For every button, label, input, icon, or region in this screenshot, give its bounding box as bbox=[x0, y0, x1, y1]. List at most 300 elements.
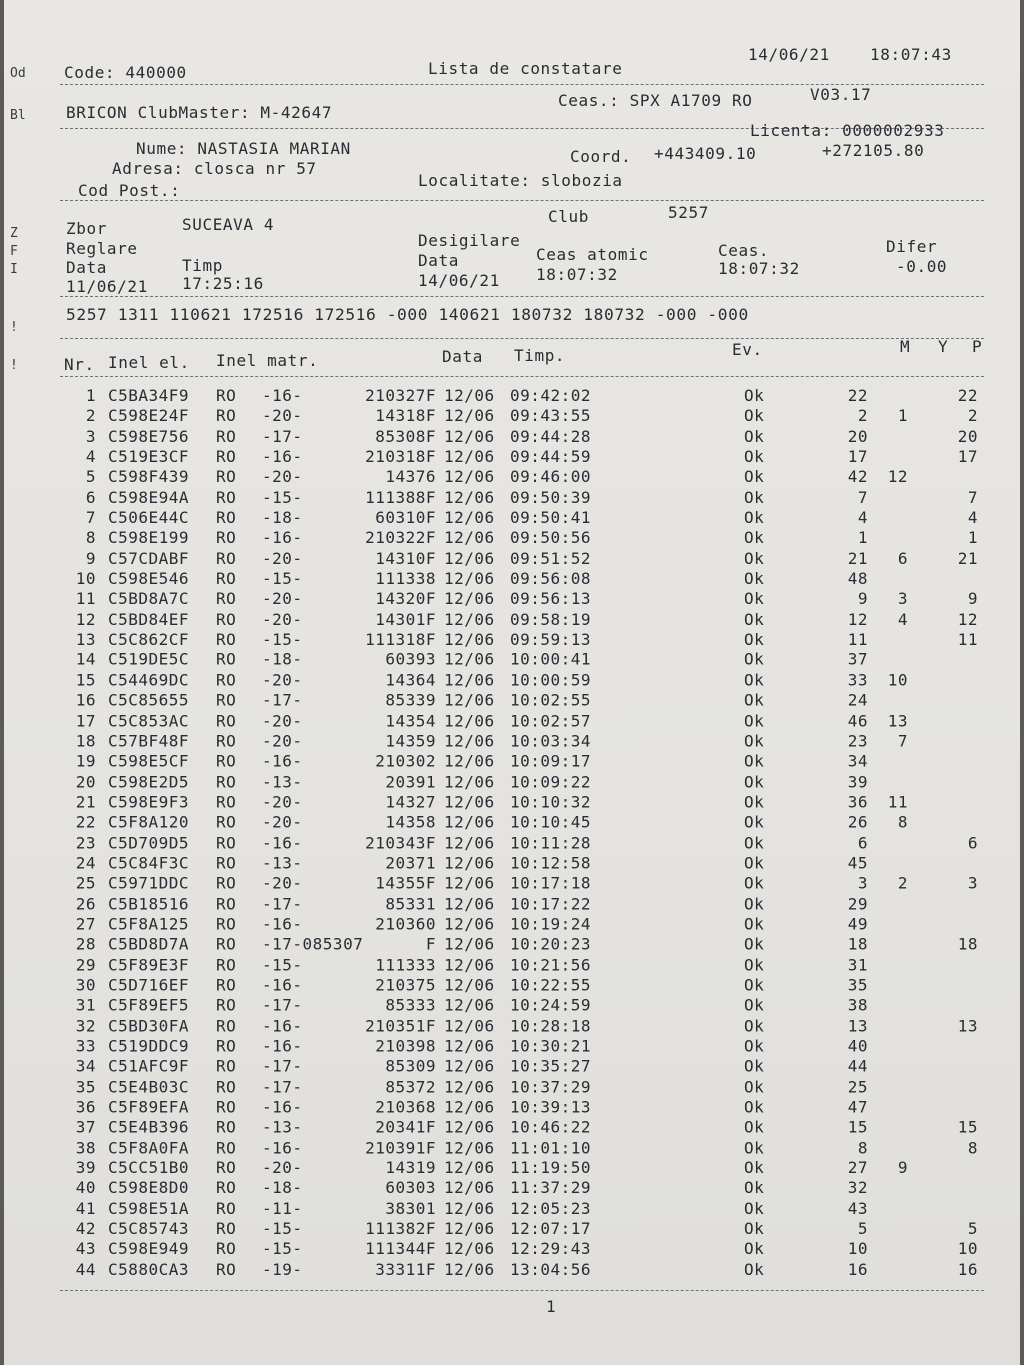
event-status: Ok bbox=[744, 568, 765, 588]
rank-p: 20 bbox=[957, 426, 978, 446]
set-date-label: Data bbox=[66, 258, 107, 277]
electronic-ring: C598E94A bbox=[108, 487, 190, 507]
rank-m: 32 bbox=[847, 1178, 868, 1198]
set-time-label: Timp bbox=[182, 256, 223, 275]
rank-p: 1 bbox=[967, 528, 978, 548]
ring-year: -20- bbox=[262, 670, 303, 690]
table-row bbox=[4, 914, 1020, 934]
rank-y: 7 bbox=[897, 731, 908, 751]
event-status: Ok bbox=[744, 1097, 765, 1117]
ring-year: -11- bbox=[262, 1198, 303, 1218]
row-number: 28 bbox=[75, 934, 96, 954]
electronic-ring: C5E4B03C bbox=[108, 1077, 190, 1097]
atomic-clock-label: Ceas atomic bbox=[536, 245, 649, 264]
record-code-line: 5257 1311 110621 172516 172516 -000 140621 180732 180732 -000 -000 bbox=[66, 305, 749, 324]
ring-year: -17-085307 bbox=[262, 934, 364, 954]
arrival-time: 10:00:59 bbox=[510, 670, 592, 690]
arrival-date: 12/06 bbox=[444, 1198, 495, 1218]
table-row bbox=[4, 508, 1020, 528]
ring-year: -20- bbox=[262, 711, 303, 731]
unseal-date-label: Data bbox=[418, 251, 459, 270]
rank-m: 20 bbox=[847, 426, 868, 446]
country-code: RO bbox=[216, 426, 237, 446]
unseal-date: 14/06/21 bbox=[418, 271, 500, 290]
ring-number: 14376 bbox=[385, 467, 436, 487]
divider bbox=[60, 1290, 984, 1291]
rank-m: 39 bbox=[847, 772, 868, 792]
arrival-date: 12/06 bbox=[444, 873, 495, 893]
arrival-time: 09:43:55 bbox=[510, 406, 592, 426]
ring-year: -18- bbox=[262, 1178, 303, 1198]
ring-number: 111382F bbox=[365, 1219, 436, 1239]
margin-mark: Z bbox=[10, 226, 18, 241]
row-number: 34 bbox=[75, 1056, 96, 1076]
event-status: Ok bbox=[744, 528, 765, 548]
electronic-ring: C598E949 bbox=[108, 1239, 190, 1259]
event-status: Ok bbox=[744, 487, 765, 507]
row-number: 26 bbox=[75, 894, 96, 914]
country-code: RO bbox=[216, 1158, 237, 1178]
ring-number: 14364 bbox=[385, 670, 436, 690]
rank-p: 16 bbox=[957, 1259, 978, 1279]
ring-number: 14318F bbox=[375, 406, 436, 426]
arrival-date: 12/06 bbox=[444, 528, 495, 548]
rank-m: 6 bbox=[857, 833, 868, 853]
rank-p: 8 bbox=[967, 1137, 978, 1157]
arrival-date: 12/06 bbox=[444, 1036, 495, 1056]
ring-number: 210375 bbox=[375, 975, 436, 995]
row-number: 9 bbox=[85, 548, 96, 568]
arrival-date: 12/06 bbox=[444, 507, 495, 527]
ring-number: 210351F bbox=[365, 1016, 436, 1036]
locality: Localitate: slobozia bbox=[418, 171, 623, 190]
country-code: RO bbox=[216, 1178, 237, 1198]
header-ring-electronic: Inel el. bbox=[108, 353, 190, 372]
event-status: Ok bbox=[744, 507, 765, 527]
arrival-time: 12:29:43 bbox=[510, 1239, 592, 1259]
rank-y: 9 bbox=[897, 1158, 908, 1178]
margin-mark: Od bbox=[10, 66, 26, 81]
arrival-time: 10:37:29 bbox=[510, 1077, 592, 1097]
electronic-ring: C598E9F3 bbox=[108, 792, 190, 812]
row-number: 27 bbox=[75, 914, 96, 934]
ring-year: -20- bbox=[262, 1158, 303, 1178]
arrival-time: 10:46:22 bbox=[510, 1117, 592, 1137]
event-status: Ok bbox=[744, 711, 765, 731]
table-row bbox=[4, 447, 1020, 467]
rank-p: 15 bbox=[957, 1117, 978, 1137]
table-row bbox=[4, 467, 1020, 487]
country-code: RO bbox=[216, 467, 237, 487]
event-status: Ok bbox=[744, 833, 765, 853]
arrival-time: 10:00:41 bbox=[510, 650, 592, 670]
ring-year: -16- bbox=[262, 1137, 303, 1157]
rank-m: 46 bbox=[847, 711, 868, 731]
set-label: Reglare bbox=[66, 239, 138, 258]
rank-y: 8 bbox=[897, 812, 908, 832]
rank-m: 13 bbox=[847, 1016, 868, 1036]
rank-m: 31 bbox=[847, 955, 868, 975]
arrival-time: 10:24:59 bbox=[510, 995, 592, 1015]
row-number: 35 bbox=[75, 1077, 96, 1097]
row-number: 6 bbox=[85, 487, 96, 507]
table-row bbox=[4, 549, 1020, 569]
rank-y: 3 bbox=[897, 589, 908, 609]
ring-number: 210368 bbox=[375, 1097, 436, 1117]
electronic-ring: C5BD8D7A bbox=[108, 934, 190, 954]
arrival-date: 12/06 bbox=[444, 1158, 495, 1178]
rank-m: 2 bbox=[857, 406, 868, 426]
ring-year: -18- bbox=[262, 650, 303, 670]
table-row bbox=[4, 650, 1020, 670]
divider bbox=[60, 338, 984, 339]
arrival-date: 12/06 bbox=[444, 751, 495, 771]
ring-number: 111318F bbox=[365, 629, 436, 649]
rank-m: 10 bbox=[847, 1239, 868, 1259]
arrival-date: 12/06 bbox=[444, 589, 495, 609]
table-row bbox=[4, 691, 1020, 711]
report-paper bbox=[4, 0, 1020, 1365]
ring-year: -20- bbox=[262, 589, 303, 609]
ring-number: 20391 bbox=[385, 772, 436, 792]
rank-p: 2 bbox=[967, 406, 978, 426]
event-status: Ok bbox=[744, 670, 765, 690]
event-status: Ok bbox=[744, 995, 765, 1015]
country-code: RO bbox=[216, 528, 237, 548]
row-number: 39 bbox=[75, 1158, 96, 1178]
arrival-date: 12/06 bbox=[444, 934, 495, 954]
arrival-date: 12/06 bbox=[444, 690, 495, 710]
rank-p: 6 bbox=[967, 833, 978, 853]
row-number: 13 bbox=[75, 629, 96, 649]
rank-m: 33 bbox=[847, 670, 868, 690]
country-code: RO bbox=[216, 507, 237, 527]
rank-y: 12 bbox=[887, 467, 908, 487]
country-code: RO bbox=[216, 1077, 237, 1097]
rank-m: 34 bbox=[847, 751, 868, 771]
rank-m: 9 bbox=[857, 589, 868, 609]
arrival-time: 09:50:41 bbox=[510, 507, 592, 527]
event-status: Ok bbox=[744, 467, 765, 487]
row-number: 15 bbox=[75, 670, 96, 690]
rank-m: 16 bbox=[847, 1259, 868, 1279]
event-status: Ok bbox=[744, 1137, 765, 1157]
arrival-time: 10:12:58 bbox=[510, 853, 592, 873]
rank-y: 4 bbox=[897, 609, 908, 629]
country-code: RO bbox=[216, 589, 237, 609]
ring-number: 210343F bbox=[365, 833, 436, 853]
arrival-time: 10:28:18 bbox=[510, 1016, 592, 1036]
country-code: RO bbox=[216, 914, 237, 934]
coord-label: Coord. bbox=[570, 147, 632, 166]
table-row bbox=[4, 935, 1020, 955]
arrival-time: 11:01:10 bbox=[510, 1137, 592, 1157]
arrival-date: 12/06 bbox=[444, 650, 495, 670]
country-code: RO bbox=[216, 873, 237, 893]
row-number: 40 bbox=[75, 1178, 96, 1198]
rank-m: 45 bbox=[847, 853, 868, 873]
race-name: SUCEAVA 4 bbox=[182, 215, 275, 234]
country-code: RO bbox=[216, 934, 237, 954]
electronic-ring: C5C85655 bbox=[108, 690, 190, 710]
event-status: Ok bbox=[744, 1158, 765, 1178]
electronic-ring: C598E756 bbox=[108, 426, 190, 446]
row-number: 11 bbox=[75, 589, 96, 609]
event-status: Ok bbox=[744, 751, 765, 771]
table-row bbox=[4, 772, 1020, 792]
ring-number: 210360 bbox=[375, 914, 436, 934]
header-p: P bbox=[972, 337, 983, 356]
arrival-time: 10:17:22 bbox=[510, 894, 592, 914]
rank-y: 2 bbox=[897, 873, 908, 893]
coord-latitude: +443409.10 bbox=[654, 144, 757, 163]
rank-y: 10 bbox=[887, 670, 908, 690]
event-status: Ok bbox=[744, 609, 765, 629]
table-row bbox=[4, 671, 1020, 691]
arrival-time: 10:10:45 bbox=[510, 812, 592, 832]
row-number: 30 bbox=[75, 975, 96, 995]
electronic-ring: C5C84F3C bbox=[108, 853, 190, 873]
event-status: Ok bbox=[744, 975, 765, 995]
table-row bbox=[4, 1077, 1020, 1097]
ring-number: 111388F bbox=[365, 487, 436, 507]
country-code: RO bbox=[216, 1239, 237, 1259]
report-title: Lista de constatare bbox=[428, 59, 623, 78]
event-status: Ok bbox=[744, 1239, 765, 1259]
electronic-ring: C598E2D5 bbox=[108, 772, 190, 792]
ring-year: -16- bbox=[262, 528, 303, 548]
country-code: RO bbox=[216, 1198, 237, 1218]
ring-year: -16- bbox=[262, 1016, 303, 1036]
header-nr: Nr. bbox=[64, 355, 95, 374]
arrival-date: 12/06 bbox=[444, 670, 495, 690]
table-row bbox=[4, 488, 1020, 508]
table-row bbox=[4, 569, 1020, 589]
row-number: 4 bbox=[85, 446, 96, 466]
rank-m: 4 bbox=[857, 507, 868, 527]
electronic-ring: C598F439 bbox=[108, 467, 190, 487]
arrival-date: 12/06 bbox=[444, 731, 495, 751]
electronic-ring: C5C862CF bbox=[108, 629, 190, 649]
arrival-date: 12/06 bbox=[444, 1097, 495, 1117]
country-code: RO bbox=[216, 1117, 237, 1137]
event-status: Ok bbox=[744, 1198, 765, 1218]
ring-number: F bbox=[425, 934, 436, 954]
rank-p: 5 bbox=[967, 1219, 978, 1239]
margin-mark: Bl bbox=[10, 108, 26, 123]
country-code: RO bbox=[216, 609, 237, 629]
row-number: 7 bbox=[85, 507, 96, 527]
table-row bbox=[4, 406, 1020, 426]
rank-m: 37 bbox=[847, 650, 868, 670]
electronic-ring: C5F89EFA bbox=[108, 1097, 190, 1117]
rank-m: 36 bbox=[847, 792, 868, 812]
electronic-ring: C598E5CF bbox=[108, 751, 190, 771]
event-status: Ok bbox=[744, 1117, 765, 1137]
arrival-date: 12/06 bbox=[444, 1056, 495, 1076]
margin-mark: I bbox=[10, 262, 18, 277]
electronic-ring: C5BA34F9 bbox=[108, 386, 190, 405]
rank-m: 47 bbox=[847, 1097, 868, 1117]
row-number: 10 bbox=[75, 568, 96, 588]
rank-m: 38 bbox=[847, 995, 868, 1015]
electronic-ring: C598E546 bbox=[108, 568, 190, 588]
event-status: Ok bbox=[744, 772, 765, 792]
ring-year: -13- bbox=[262, 772, 303, 792]
rank-p: 7 bbox=[967, 487, 978, 507]
arrival-date: 12/06 bbox=[444, 1117, 495, 1137]
country-code: RO bbox=[216, 975, 237, 995]
row-number: 37 bbox=[75, 1117, 96, 1137]
rank-y: 13 bbox=[887, 711, 908, 731]
row-number: 41 bbox=[75, 1198, 96, 1218]
electronic-ring: C57BF48F bbox=[108, 731, 190, 751]
electronic-ring: C5880CA3 bbox=[108, 1259, 190, 1279]
arrival-time: 11:37:29 bbox=[510, 1178, 592, 1198]
arrival-time: 09:51:52 bbox=[510, 548, 592, 568]
ring-number: 85308F bbox=[375, 426, 436, 446]
row-number: 18 bbox=[75, 731, 96, 751]
country-code: RO bbox=[216, 406, 237, 426]
divider bbox=[60, 200, 984, 201]
event-status: Ok bbox=[744, 589, 765, 609]
header-date: Data bbox=[442, 347, 483, 366]
table-row bbox=[4, 1016, 1020, 1036]
arrival-date: 12/06 bbox=[444, 833, 495, 853]
arrival-date: 12/06 bbox=[444, 894, 495, 914]
arrival-date: 12/06 bbox=[444, 426, 495, 446]
electronic-ring: C598E24F bbox=[108, 406, 190, 426]
rank-m: 25 bbox=[847, 1077, 868, 1097]
country-code: RO bbox=[216, 629, 237, 649]
country-code: RO bbox=[216, 955, 237, 975]
event-status: Ok bbox=[744, 894, 765, 914]
arrival-date: 12/06 bbox=[444, 1077, 495, 1097]
table-row bbox=[4, 386, 1020, 406]
event-status: Ok bbox=[744, 1219, 765, 1239]
arrival-date: 12/06 bbox=[444, 711, 495, 731]
ring-number: 14310F bbox=[375, 548, 436, 568]
arrival-date: 12/06 bbox=[444, 995, 495, 1015]
arrival-date: 12/06 bbox=[444, 1016, 495, 1036]
ring-year: -16- bbox=[262, 1097, 303, 1117]
row-number: 21 bbox=[75, 792, 96, 812]
arrival-date: 12/06 bbox=[444, 1137, 495, 1157]
table-row bbox=[4, 1199, 1020, 1219]
event-status: Ok bbox=[744, 406, 765, 426]
row-number: 19 bbox=[75, 751, 96, 771]
country-code: RO bbox=[216, 487, 237, 507]
row-number: 25 bbox=[75, 873, 96, 893]
table-row bbox=[4, 610, 1020, 630]
rank-p: 13 bbox=[957, 1016, 978, 1036]
rank-m: 24 bbox=[847, 690, 868, 710]
table-row bbox=[4, 853, 1020, 873]
table-row bbox=[4, 711, 1020, 731]
ring-year: -17- bbox=[262, 1077, 303, 1097]
report-time: 18:07:43 bbox=[870, 45, 952, 64]
event-status: Ok bbox=[744, 955, 765, 975]
event-status: Ok bbox=[744, 548, 765, 568]
table-row bbox=[4, 1260, 1020, 1280]
row-number: 1 bbox=[85, 386, 96, 405]
country-code: RO bbox=[216, 690, 237, 710]
arrival-time: 11:19:50 bbox=[510, 1158, 592, 1178]
row-number: 36 bbox=[75, 1097, 96, 1117]
electronic-ring: C5F8A0FA bbox=[108, 1137, 190, 1157]
arrival-time: 10:39:13 bbox=[510, 1097, 592, 1117]
electronic-ring: C5BD84EF bbox=[108, 609, 190, 629]
ring-number: 33311F bbox=[375, 1259, 436, 1279]
ring-year: -16- bbox=[262, 386, 303, 405]
electronic-ring: C506E44C bbox=[108, 507, 190, 527]
event-status: Ok bbox=[744, 812, 765, 832]
ring-year: -20- bbox=[262, 731, 303, 751]
header-event: Ev. bbox=[732, 340, 763, 359]
row-number: 38 bbox=[75, 1137, 96, 1157]
electronic-ring: C51AFC9F bbox=[108, 1056, 190, 1076]
arrival-date: 12/06 bbox=[444, 487, 495, 507]
margin-mark: F bbox=[10, 244, 18, 259]
rank-m: 29 bbox=[847, 894, 868, 914]
ring-year: -15- bbox=[262, 629, 303, 649]
electronic-ring: C519DE5C bbox=[108, 650, 190, 670]
rank-m: 48 bbox=[847, 568, 868, 588]
row-number: 42 bbox=[75, 1219, 96, 1239]
row-number: 22 bbox=[75, 812, 96, 832]
arrival-date: 12/06 bbox=[444, 609, 495, 629]
rank-p: 21 bbox=[957, 548, 978, 568]
electronic-ring: C5BD8A7C bbox=[108, 589, 190, 609]
ring-number: 85309 bbox=[385, 1056, 436, 1076]
arrival-time: 10:19:24 bbox=[510, 914, 592, 934]
electronic-ring: C5D716EF bbox=[108, 975, 190, 995]
row-number: 29 bbox=[75, 955, 96, 975]
ring-number: 60393 bbox=[385, 650, 436, 670]
ring-number: 14320F bbox=[375, 589, 436, 609]
atomic-clock-time: 18:07:32 bbox=[536, 265, 618, 284]
table-row bbox=[4, 955, 1020, 975]
ring-year: -17- bbox=[262, 995, 303, 1015]
arrival-time: 09:56:13 bbox=[510, 589, 592, 609]
electronic-ring: C5F89EF5 bbox=[108, 995, 190, 1015]
row-number: 20 bbox=[75, 772, 96, 792]
row-number: 2 bbox=[85, 406, 96, 426]
event-status: Ok bbox=[744, 386, 765, 405]
table-row bbox=[4, 1158, 1020, 1178]
electronic-ring: C598E199 bbox=[108, 528, 190, 548]
ring-year: -20- bbox=[262, 812, 303, 832]
header-ring-number: Inel matr. bbox=[216, 351, 319, 370]
rank-m: 43 bbox=[847, 1198, 868, 1218]
club-label: Club bbox=[548, 207, 589, 226]
event-status: Ok bbox=[744, 1056, 765, 1076]
ring-number: 210398 bbox=[375, 1036, 436, 1056]
event-status: Ok bbox=[744, 446, 765, 466]
arrival-time: 09:46:00 bbox=[510, 467, 592, 487]
table-row bbox=[4, 1179, 1020, 1199]
electronic-ring: C519E3CF bbox=[108, 446, 190, 466]
set-date: 11/06/21 bbox=[66, 277, 148, 296]
table-row bbox=[4, 1097, 1020, 1117]
arrival-date: 12/06 bbox=[444, 568, 495, 588]
arrival-time: 10:02:57 bbox=[510, 711, 592, 731]
arrival-time: 10:03:34 bbox=[510, 731, 592, 751]
arrival-date: 12/06 bbox=[444, 467, 495, 487]
row-number: 17 bbox=[75, 711, 96, 731]
electronic-ring: C57CDABF bbox=[108, 548, 190, 568]
ring-number: 60303 bbox=[385, 1178, 436, 1198]
